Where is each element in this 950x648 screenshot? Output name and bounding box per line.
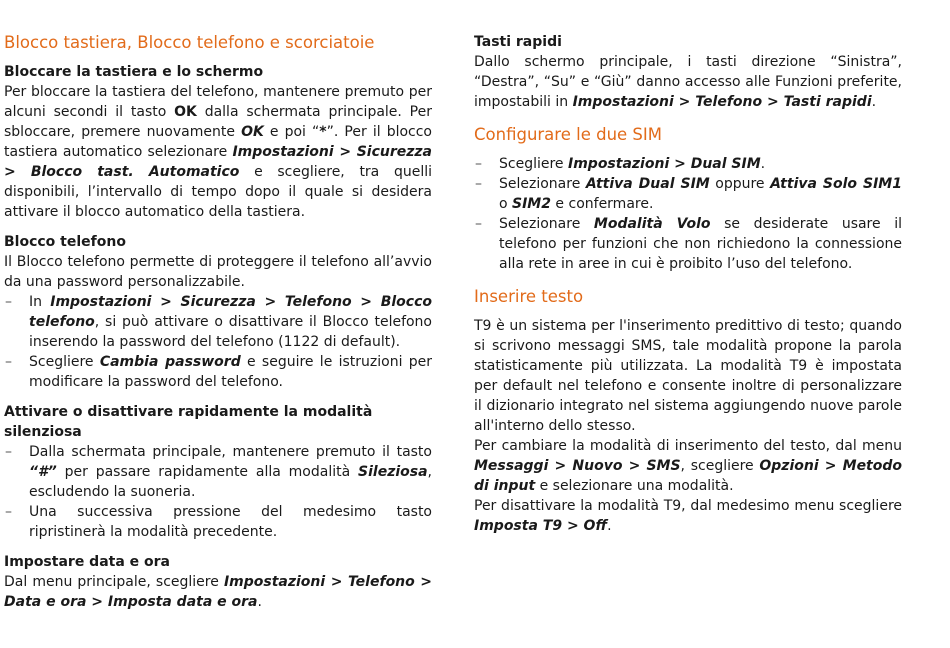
emphasis-text: Messaggi > Nuovo > SMS: [474, 458, 681, 474]
heading-data-ora: Impostare data e ora: [4, 554, 171, 570]
body-text: .: [257, 594, 262, 610]
emphasis-text: Modalità Volo: [593, 216, 711, 232]
body-text: Scegliere: [29, 354, 100, 370]
emphasis-text: Sileziosa: [358, 464, 428, 480]
dash-bullet-icon: –: [5, 354, 12, 370]
emphasis-text: Impostazioni > Telefono > Data e ora > Imposta data e ora: [4, 574, 433, 610]
left-column: [4, 32, 432, 612]
body-text: per passare rapidamente alla modalità: [56, 464, 359, 480]
body-text: e selezionare una modalità.: [535, 478, 734, 494]
heading-bloccare-tastiera: Bloccare la tastiera e lo schermo: [4, 64, 264, 80]
heading-modalita-silenziosa: Attivare o disattivare rapidamente la modalità silenziosa: [4, 404, 373, 440]
body-text: e poi “: [263, 124, 320, 140]
body-text: , si può attivare o disattivare il Blocco telefono inserendo la password del telefono (1122 di default).: [29, 314, 432, 350]
list-dual-sim: [474, 154, 902, 274]
body-text: Dalla schermata principale, mantenere premuto il tasto: [29, 444, 432, 460]
dash-bullet-icon: –: [5, 444, 12, 460]
dash-bullet-icon: –: [5, 294, 12, 310]
dash-bullet-icon: –: [475, 216, 482, 232]
body-text: , scegliere: [680, 458, 760, 474]
list-item: [474, 214, 902, 274]
paragraph-bloccare-tastiera: [4, 82, 432, 222]
emphasis-text: Impostazioni > Sicurezza > Blocco tast. Automatico: [4, 144, 433, 180]
list-modalita-silenziosa: [4, 442, 432, 542]
paragraph-data-ora: [4, 572, 432, 612]
emphasis-text: OK: [174, 104, 197, 120]
body-text: e scegliere, tra quelli disponibili, l’intervallo di tempo dopo il quale si desidera attivare il blocco automatico della tastiera.: [4, 164, 432, 220]
body-text: .: [871, 94, 877, 110]
emphasis-text: *: [319, 124, 327, 140]
body-text: .: [760, 156, 766, 172]
emphasis-text: Opzioni > Metodo di input: [474, 458, 903, 494]
paragraph-blocco-telefono-intro: Il Blocco telefono permette di proteggere il telefono all’avvio da una password personalizzabile.: [4, 254, 432, 290]
dash-bullet-icon: –: [475, 156, 482, 172]
body-text: Una successiva pressione del medesimo tasto ripristinerà la modalità precedente.: [29, 504, 432, 540]
heading-tasti-rapidi: Tasti rapidi: [474, 34, 562, 50]
list-blocco-telefono: [4, 292, 432, 392]
body-text: ”. Per il blocco tastiera automatico selezionare: [4, 124, 432, 160]
body-text: se desiderate usare il telefono per funzioni che non richiedono la connessione alla rete in aree in cui è proibito l’uso del telefono.: [499, 216, 902, 272]
emphasis-text: OK: [241, 124, 264, 140]
section-title-inserire-testo: Inserire testo: [474, 287, 584, 306]
body-text: Selezionare: [499, 176, 586, 192]
paragraph-t9-cambia: [474, 436, 902, 496]
list-item: [4, 442, 432, 502]
body-text: Per disattivare la modalità T9, dal medesimo menu scegliere: [474, 498, 902, 514]
dash-bullet-icon: –: [475, 176, 482, 192]
paragraph-tasti-rapidi: [474, 52, 902, 112]
list-item: [474, 174, 902, 214]
emphasis-text: Impostazioni > Dual SIM: [568, 156, 761, 172]
emphasis-text: Attiva Solo SIM1: [770, 176, 902, 192]
emphasis-text: Imposta T9 > Off: [474, 518, 608, 534]
body-text: Per cambiare la modalità di inserimento del testo, dal menu: [474, 438, 902, 454]
body-text: Per bloccare la tastiera del telefono, mantenere premuto per alcuni secondi il tasto: [4, 84, 432, 120]
emphasis-text: Cambia password: [99, 354, 241, 370]
paragraph-t9-disattiva: [474, 496, 902, 536]
body-text: .: [607, 518, 612, 534]
body-text: oppure: [709, 176, 771, 192]
list-item: [4, 292, 432, 352]
body-text: Scegliere: [499, 156, 568, 172]
body-text: Selezionare: [499, 216, 594, 232]
right-column: [474, 32, 902, 536]
paragraph-t9-intro: T9 è un sistema per l'inserimento predittivo di testo; quando si scrivono messaggi SMS, tale modalità propone la parola statisticamente più utilizzata. La modalità T9 è impostata per default nel telefono e consente inoltre di personalizzare il dizionario integrato nel sistema aggiungendo nuove parole all'interno dello stesso.: [474, 318, 902, 434]
list-item: [474, 154, 902, 174]
emphasis-text: Impostazioni > Sicurezza > Telefono > Blocco telefono: [29, 294, 432, 330]
heading-blocco-telefono: Blocco telefono: [4, 234, 126, 250]
emphasis-text: SIM2: [512, 196, 551, 212]
section-title-dual-sim: Configurare le due SIM: [474, 125, 662, 144]
list-item: [4, 352, 432, 392]
dash-bullet-icon: –: [5, 504, 12, 520]
body-text: , escludendo la suoneria.: [29, 464, 432, 500]
body-text: dalla schermata principale. Per sbloccare, premere nuovamente: [4, 104, 432, 140]
body-text: e seguire le istruzioni per modificare la password del telefono.: [29, 354, 432, 390]
body-text: Dallo schermo principale, i tasti direzione “Sinistra”, “Destra”, “Su” e “Giù” danno accesso alle Funzioni preferite, impostabili in: [474, 54, 902, 110]
emphasis-text: “#”: [29, 464, 57, 480]
emphasis-text: Impostazioni > Telefono > Tasti rapidi: [572, 94, 872, 110]
body-text: Dal menu principale, scegliere: [4, 574, 224, 590]
body-text: o: [499, 196, 513, 212]
section-title-blocco: Blocco tastiera, Blocco telefono e scorciatoie: [4, 33, 375, 52]
list-item: [4, 502, 432, 542]
emphasis-text: Attiva Dual SIM: [585, 176, 710, 192]
body-text: In: [29, 294, 51, 310]
body-text: e confermare.: [550, 196, 654, 212]
